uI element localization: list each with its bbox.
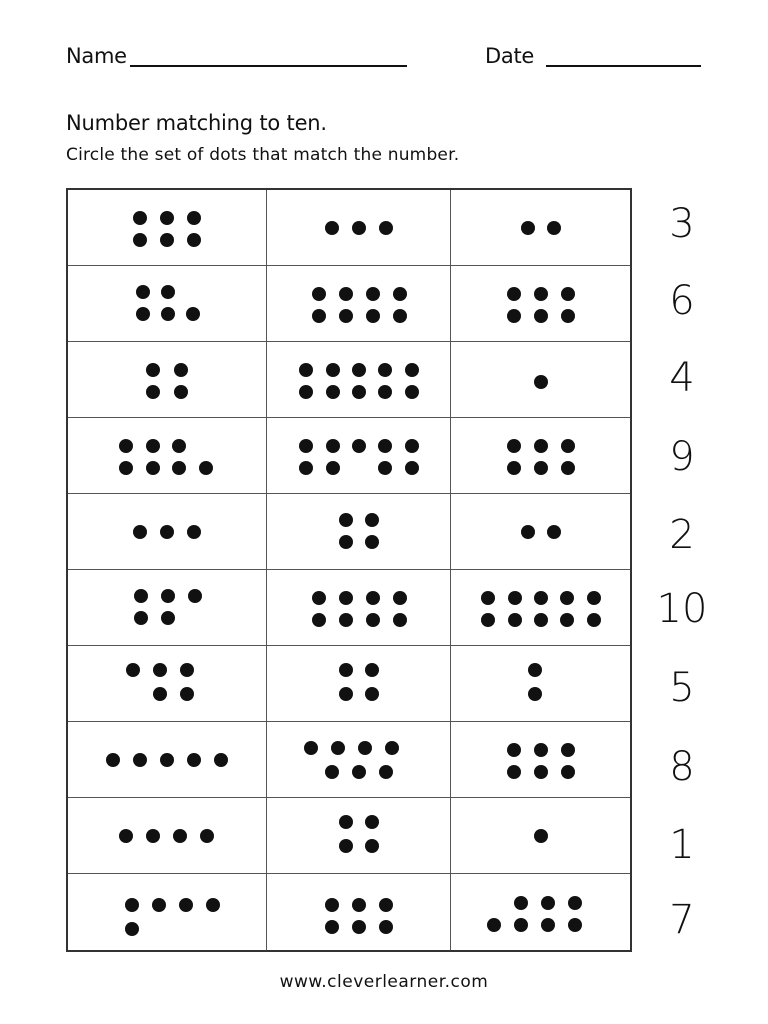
dot (393, 613, 407, 627)
dot (365, 687, 379, 701)
dot (339, 663, 353, 677)
dot (507, 309, 521, 323)
dot (534, 287, 548, 301)
dot (541, 896, 555, 910)
dot (378, 439, 392, 453)
dot (339, 839, 353, 853)
dot (326, 461, 340, 475)
dot-set-cell[interactable] (267, 798, 451, 874)
dot-set-cell[interactable] (267, 722, 451, 798)
dot (187, 753, 201, 767)
dot (180, 663, 194, 677)
dot (528, 663, 542, 677)
dot (312, 613, 326, 627)
dot (325, 765, 339, 779)
dot (587, 613, 601, 627)
dot (352, 221, 366, 235)
dot (304, 741, 318, 755)
dot (507, 765, 521, 779)
dot (481, 591, 495, 605)
dot (521, 525, 535, 539)
dot (136, 285, 150, 299)
dot (125, 922, 139, 936)
dot-set-cell[interactable] (451, 494, 630, 570)
dot (365, 663, 379, 677)
dot (352, 363, 366, 377)
dot (561, 287, 575, 301)
dot (133, 211, 147, 225)
dot (561, 743, 575, 757)
dot (339, 309, 353, 323)
dot (146, 385, 160, 399)
dot (366, 287, 380, 301)
dot (514, 896, 528, 910)
dot (352, 765, 366, 779)
target-number: 9 (669, 434, 695, 480)
dot-set-cell[interactable] (267, 266, 451, 342)
dot (534, 829, 548, 843)
dot-set-cell[interactable] (68, 570, 267, 646)
dot (326, 363, 340, 377)
dot (366, 613, 380, 627)
dot (378, 461, 392, 475)
dot (561, 461, 575, 475)
dot (481, 613, 495, 627)
dot (160, 753, 174, 767)
dot-set-cell[interactable] (451, 266, 630, 342)
dot (487, 918, 501, 932)
dot (534, 765, 548, 779)
dot (161, 589, 175, 603)
dot-set-cell[interactable] (451, 342, 630, 418)
dot (339, 815, 353, 829)
dot (405, 385, 419, 399)
dot (187, 525, 201, 539)
dot (339, 613, 353, 627)
dot (312, 591, 326, 605)
dot (514, 918, 528, 932)
dot (561, 765, 575, 779)
dot (106, 753, 120, 767)
dot (587, 591, 601, 605)
dot (312, 287, 326, 301)
dot (214, 753, 228, 767)
dot (378, 385, 392, 399)
dot-set-cell[interactable] (451, 190, 630, 266)
dot (206, 898, 220, 912)
dot (534, 613, 548, 627)
dot (508, 591, 522, 605)
dot (152, 898, 166, 912)
dot-set-cell[interactable] (68, 646, 267, 722)
instruction-text: Circle the set of dots that match the number. (66, 145, 460, 165)
dot-set-cell[interactable] (451, 570, 630, 646)
dot (507, 287, 521, 301)
dot (200, 829, 214, 843)
dot (561, 309, 575, 323)
dot (187, 211, 201, 225)
dot-set-cell[interactable] (267, 494, 451, 570)
dot (153, 687, 167, 701)
dot (161, 307, 175, 321)
dot (339, 535, 353, 549)
dot (299, 461, 313, 475)
dot-set-cell[interactable] (267, 342, 451, 418)
dot (393, 287, 407, 301)
dot (547, 525, 561, 539)
dot (352, 898, 366, 912)
dot (133, 233, 147, 247)
dot (136, 307, 150, 321)
dot-set-cell[interactable] (68, 494, 267, 570)
dot-matching-table (66, 188, 632, 952)
dot-set-cell[interactable] (451, 418, 630, 494)
dot (325, 920, 339, 934)
dot-set-cell[interactable] (267, 874, 451, 950)
dot (365, 815, 379, 829)
dot (568, 918, 582, 932)
dot-set-cell[interactable] (451, 798, 630, 874)
target-number: 2 (669, 512, 695, 558)
dot (568, 896, 582, 910)
dot (199, 461, 213, 475)
target-number: 10 (656, 586, 708, 632)
name-label: Name (66, 44, 127, 68)
dot (507, 743, 521, 757)
dot (365, 839, 379, 853)
dot-set-cell[interactable] (68, 722, 267, 798)
dot (146, 461, 160, 475)
dot-set-cell[interactable] (267, 646, 451, 722)
dot (378, 363, 392, 377)
dot (379, 898, 393, 912)
dot (507, 439, 521, 453)
dot (325, 898, 339, 912)
dot (534, 591, 548, 605)
worksheet-title: Number matching to ten. (66, 111, 327, 135)
dot (146, 829, 160, 843)
dot (133, 753, 147, 767)
dot (325, 221, 339, 235)
dot (180, 687, 194, 701)
dot (393, 591, 407, 605)
dot (174, 385, 188, 399)
dot (534, 375, 548, 389)
dot (339, 687, 353, 701)
target-number: 3 (669, 201, 695, 247)
dot-set-cell[interactable] (451, 722, 630, 798)
dot (405, 363, 419, 377)
dot-set-cell[interactable] (267, 418, 451, 494)
dot (534, 309, 548, 323)
dot (119, 439, 133, 453)
target-number: 5 (669, 665, 695, 711)
dot (560, 613, 574, 627)
website-footer: www.cleverlearner.com (279, 972, 489, 992)
dot (126, 663, 140, 677)
dot-set-cell[interactable] (68, 190, 267, 266)
dot (358, 741, 372, 755)
dot (146, 363, 160, 377)
dot (366, 591, 380, 605)
dot (352, 920, 366, 934)
date-field[interactable] (546, 65, 701, 67)
target-number: 1 (669, 822, 695, 868)
dot (507, 461, 521, 475)
dot (187, 233, 201, 247)
dot (326, 439, 340, 453)
dot (160, 211, 174, 225)
dot (134, 589, 148, 603)
dot (534, 439, 548, 453)
dot (365, 535, 379, 549)
target-number: 8 (669, 744, 695, 790)
dot (541, 918, 555, 932)
dot (379, 920, 393, 934)
dot (331, 741, 345, 755)
dot (161, 611, 175, 625)
dot-set-cell[interactable] (68, 874, 267, 950)
dot (339, 513, 353, 527)
dot (534, 461, 548, 475)
dot (352, 439, 366, 453)
dot (119, 829, 133, 843)
dot-set-cell[interactable] (267, 190, 451, 266)
dot (173, 829, 187, 843)
dot (561, 439, 575, 453)
dot (188, 589, 202, 603)
dot (521, 221, 535, 235)
dot (161, 285, 175, 299)
dot (508, 613, 522, 627)
dot (153, 663, 167, 677)
dot (160, 233, 174, 247)
dot (299, 363, 313, 377)
dot (299, 385, 313, 399)
dot (547, 221, 561, 235)
dot-set-cell[interactable] (68, 418, 267, 494)
dot (179, 898, 193, 912)
dot (186, 307, 200, 321)
dot-set-cell[interactable] (451, 874, 630, 950)
dot (134, 611, 148, 625)
dot (385, 741, 399, 755)
dot (534, 743, 548, 757)
dot-set-cell[interactable] (68, 342, 267, 418)
dot (560, 591, 574, 605)
dot-set-cell[interactable] (267, 570, 451, 646)
dot (174, 363, 188, 377)
dot (326, 385, 340, 399)
target-number: 4 (669, 355, 695, 401)
dot (172, 461, 186, 475)
dot (366, 309, 380, 323)
dot-set-cell[interactable] (68, 266, 267, 342)
dot (339, 287, 353, 301)
dot (528, 687, 542, 701)
dot (379, 765, 393, 779)
name-field[interactable] (130, 65, 407, 67)
dot (339, 591, 353, 605)
dot (299, 439, 313, 453)
dot-set-cell[interactable] (68, 798, 267, 874)
dot (172, 439, 186, 453)
dot-set-cell[interactable] (451, 646, 630, 722)
dot (146, 439, 160, 453)
dot (119, 461, 133, 475)
dot (125, 898, 139, 912)
target-number: 7 (669, 897, 695, 943)
date-label: Date (485, 44, 534, 68)
dot (352, 385, 366, 399)
dot (405, 439, 419, 453)
dot (405, 461, 419, 475)
dot (393, 309, 407, 323)
dot (379, 221, 393, 235)
dot (365, 513, 379, 527)
target-number: 6 (669, 278, 695, 324)
dot (160, 525, 174, 539)
dot (312, 309, 326, 323)
dot (133, 525, 147, 539)
